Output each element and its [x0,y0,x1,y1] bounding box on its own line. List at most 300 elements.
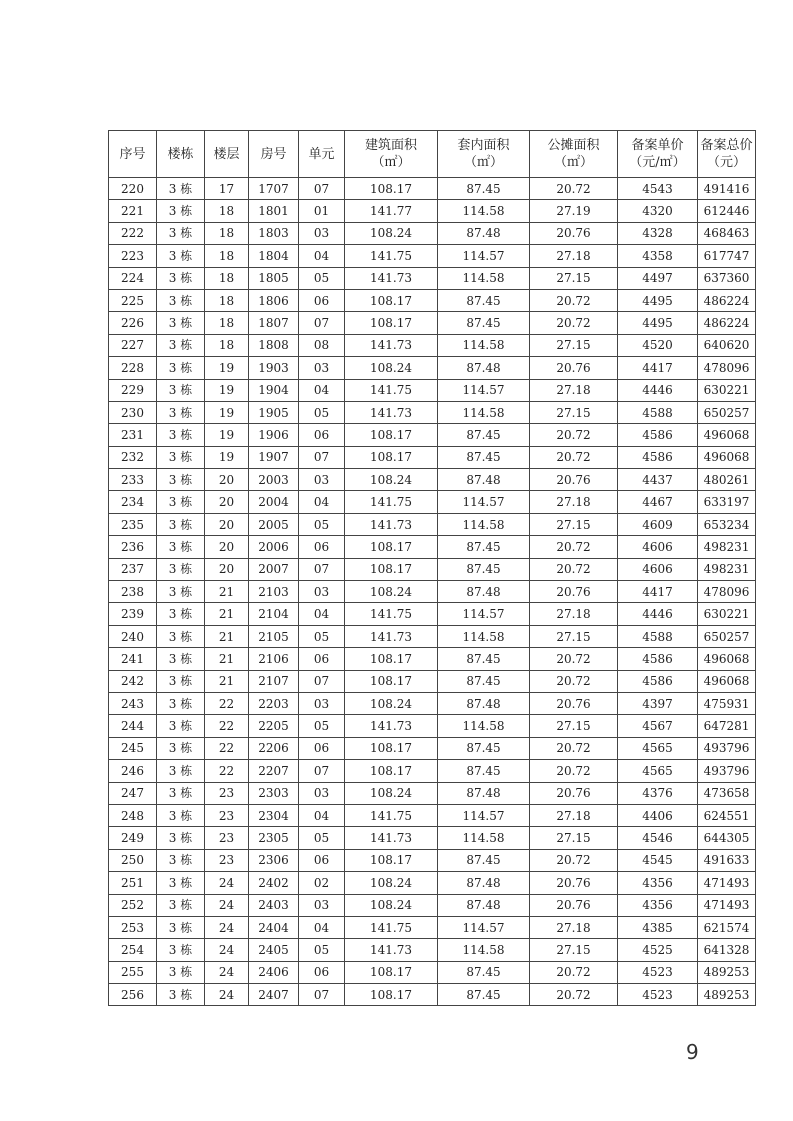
table-cell: 18 [205,334,249,356]
table-row [109,603,756,625]
table-cell: 20.72 [530,178,618,200]
table-row [109,737,756,759]
table-cell: 21 [205,581,249,603]
table-cell: 230 [109,401,157,423]
table-cell: 108.17 [345,446,438,468]
table-cell: 05 [299,513,345,535]
table-cell: 234 [109,491,157,513]
table-cell: 630221 [698,603,756,625]
table-cell: 20.76 [530,894,618,916]
table-cell: 108.24 [345,469,438,491]
table-cell: 19 [205,379,249,401]
table-cell: 253 [109,916,157,938]
table-cell: 04 [299,804,345,826]
table-cell: 2305 [249,827,299,849]
table-cell: 23 [205,827,249,849]
table-cell: 633197 [698,491,756,513]
table-row [109,715,756,737]
table-cell: 108.17 [345,648,438,670]
table-cell: 108.24 [345,782,438,804]
table-cell: 20 [205,536,249,558]
table-cell: 19 [205,424,249,446]
table-cell: 2406 [249,961,299,983]
table-cell: 87.45 [438,984,530,1006]
table-cell: 07 [299,558,345,580]
table-cell: 114.58 [438,200,530,222]
table-cell: 471493 [698,894,756,916]
table-cell: 141.75 [345,804,438,826]
table-cell: 3 栋 [157,178,205,200]
table-cell: 87.48 [438,357,530,379]
table-cell: 3 栋 [157,939,205,961]
table-cell: 87.45 [438,446,530,468]
table-cell: 19 [205,446,249,468]
table-cell: 4417 [618,581,698,603]
table-cell: 630221 [698,379,756,401]
table-cell: 20.72 [530,849,618,871]
table-cell: 496068 [698,670,756,692]
table-cell: 27.15 [530,715,618,737]
column-header: 单元 [299,131,345,178]
table-cell: 20 [205,491,249,513]
table-cell: 07 [299,312,345,334]
table-cell: 471493 [698,872,756,894]
table-cell: 3 栋 [157,692,205,714]
table-cell: 27.18 [530,916,618,938]
table-cell: 03 [299,692,345,714]
table-row [109,379,756,401]
table-cell: 04 [299,603,345,625]
table-cell: 06 [299,648,345,670]
table-cell: 3 栋 [157,424,205,446]
table-cell: 20.76 [530,581,618,603]
table-cell: 617747 [698,245,756,267]
table-cell: 4523 [618,961,698,983]
table-cell: 1906 [249,424,299,446]
table-row [109,222,756,244]
table-cell: 493796 [698,760,756,782]
table-cell: 20.72 [530,289,618,311]
table-cell: 1807 [249,312,299,334]
table-cell: 141.73 [345,513,438,535]
table-cell: 87.45 [438,760,530,782]
table-cell: 3 栋 [157,446,205,468]
table-cell: 2402 [249,872,299,894]
table-cell: 20.76 [530,692,618,714]
table-row [109,200,756,222]
table-cell: 108.17 [345,289,438,311]
table-cell: 220 [109,178,157,200]
table-cell: 3 栋 [157,536,205,558]
table-cell: 650257 [698,625,756,647]
table-cell: 3 栋 [157,245,205,267]
table-cell: 87.48 [438,692,530,714]
table-cell: 3 栋 [157,267,205,289]
table-cell: 108.17 [345,312,438,334]
table-cell: 227 [109,334,157,356]
table-cell: 04 [299,916,345,938]
table-cell: 27.15 [530,939,618,961]
table-cell: 108.17 [345,178,438,200]
table-cell: 20.76 [530,872,618,894]
table-cell: 27.15 [530,267,618,289]
table-cell: 489253 [698,984,756,1006]
table-cell: 1707 [249,178,299,200]
table-cell: 4543 [618,178,698,200]
table-cell: 1804 [249,245,299,267]
table-cell: 621574 [698,916,756,938]
table-cell: 3 栋 [157,625,205,647]
table-row [109,178,756,200]
table-cell: 4376 [618,782,698,804]
table-cell: 87.45 [438,178,530,200]
table-cell: 87.45 [438,849,530,871]
table-cell: 240 [109,625,157,647]
table-cell: 221 [109,200,157,222]
table-cell: 24 [205,939,249,961]
table-cell: 141.75 [345,379,438,401]
table-cell: 03 [299,469,345,491]
table-cell: 2106 [249,648,299,670]
table-cell: 2105 [249,625,299,647]
table-cell: 486224 [698,312,756,334]
table-row [109,782,756,804]
table-cell: 114.57 [438,804,530,826]
table-row [109,491,756,513]
table-cell: 04 [299,491,345,513]
table-cell: 653234 [698,513,756,535]
table-cell: 228 [109,357,157,379]
table-cell: 245 [109,737,157,759]
table-cell: 2405 [249,939,299,961]
table-cell: 108.17 [345,670,438,692]
table-cell: 3 栋 [157,581,205,603]
table-cell: 1801 [249,200,299,222]
table-cell: 3 栋 [157,804,205,826]
table-cell: 87.45 [438,424,530,446]
table-cell: 3 栋 [157,200,205,222]
table-cell: 18 [205,222,249,244]
table-cell: 06 [299,424,345,446]
table-cell: 87.48 [438,222,530,244]
table-cell: 1805 [249,267,299,289]
table-cell: 24 [205,984,249,1006]
table-cell: 3 栋 [157,849,205,871]
table-cell: 251 [109,872,157,894]
table-cell: 19 [205,357,249,379]
table-cell: 87.45 [438,961,530,983]
table-cell: 07 [299,984,345,1006]
table-cell: 07 [299,670,345,692]
table-cell: 27.18 [530,603,618,625]
table-cell: 04 [299,379,345,401]
table-cell: 2304 [249,804,299,826]
table-cell: 07 [299,760,345,782]
table-cell: 114.58 [438,401,530,423]
table-cell: 24 [205,961,249,983]
table-cell: 4525 [618,939,698,961]
table-cell: 3 栋 [157,760,205,782]
table-row [109,558,756,580]
table-row [109,334,756,356]
table-cell: 22 [205,760,249,782]
table-cell: 226 [109,312,157,334]
table-cell: 20.76 [530,357,618,379]
table-cell: 3 栋 [157,916,205,938]
table-cell: 87.48 [438,872,530,894]
table-cell: 20 [205,513,249,535]
table-cell: 489253 [698,961,756,983]
table-cell: 3 栋 [157,894,205,916]
table-cell: 486224 [698,289,756,311]
table-cell: 20.72 [530,737,618,759]
table-cell: 4417 [618,357,698,379]
table-cell: 08 [299,334,345,356]
table-cell: 87.48 [438,782,530,804]
table-cell: 650257 [698,401,756,423]
table-cell: 108.24 [345,894,438,916]
table-cell: 496068 [698,648,756,670]
table-row [109,424,756,446]
table-cell: 4520 [618,334,698,356]
table-cell: 3 栋 [157,312,205,334]
table-row [109,357,756,379]
table-cell: 24 [205,872,249,894]
table-cell: 141.73 [345,939,438,961]
table-cell: 237 [109,558,157,580]
table-row [109,536,756,558]
table-cell: 4565 [618,737,698,759]
table-cell: 231 [109,424,157,446]
table-cell: 1907 [249,446,299,468]
table-row [109,827,756,849]
table-cell: 252 [109,894,157,916]
table-cell: 493796 [698,737,756,759]
table-cell: 241 [109,648,157,670]
table-cell: 141.75 [345,603,438,625]
column-header: 公摊面积 （㎡） [530,131,618,178]
table-cell: 222 [109,222,157,244]
column-header: 楼层 [205,131,249,178]
table-cell: 87.45 [438,670,530,692]
table-cell: 108.24 [345,692,438,714]
table-cell: 141.73 [345,401,438,423]
table-cell: 04 [299,245,345,267]
table-row [109,804,756,826]
table-cell: 114.58 [438,625,530,647]
table-cell: 612446 [698,200,756,222]
table-cell: 4546 [618,827,698,849]
table-cell: 225 [109,289,157,311]
table-cell: 3 栋 [157,648,205,670]
table-cell: 250 [109,849,157,871]
column-header: 备案总价 （元） [698,131,756,178]
column-header: 序号 [109,131,157,178]
table-cell: 108.17 [345,984,438,1006]
table-cell: 2003 [249,469,299,491]
table-cell: 4385 [618,916,698,938]
table-cell: 2205 [249,715,299,737]
table-cell: 22 [205,692,249,714]
table-cell: 27.18 [530,491,618,513]
table-cell: 496068 [698,446,756,468]
table-cell: 2007 [249,558,299,580]
table-cell: 478096 [698,357,756,379]
table-cell: 06 [299,737,345,759]
table-cell: 641328 [698,939,756,961]
table-cell: 4495 [618,289,698,311]
table-cell: 475931 [698,692,756,714]
table-cell: 141.73 [345,827,438,849]
table-row [109,625,756,647]
table-cell: 27.15 [530,334,618,356]
table-cell: 07 [299,446,345,468]
housing-price-table [108,130,756,1006]
table-cell: 4446 [618,379,698,401]
column-header: 楼栋 [157,131,205,178]
table-row [109,760,756,782]
table-cell: 242 [109,670,157,692]
table-cell: 27.18 [530,804,618,826]
table-cell: 141.75 [345,916,438,938]
table-cell: 3 栋 [157,289,205,311]
table-cell: 2303 [249,782,299,804]
table-row [109,872,756,894]
table-cell: 24 [205,894,249,916]
table-cell: 141.77 [345,200,438,222]
table-cell: 4406 [618,804,698,826]
table-cell: 108.17 [345,536,438,558]
table-cell: 233 [109,469,157,491]
table-cell: 21 [205,648,249,670]
table-cell: 4586 [618,648,698,670]
table-cell: 3 栋 [157,737,205,759]
table-cell: 2403 [249,894,299,916]
table-cell: 1905 [249,401,299,423]
table-cell: 27.15 [530,625,618,647]
table-cell: 640620 [698,334,756,356]
table-cell: 20.72 [530,446,618,468]
table-cell: 27.15 [530,827,618,849]
table-cell: 20 [205,469,249,491]
table-cell: 87.45 [438,312,530,334]
table-cell: 4609 [618,513,698,535]
header-row [109,131,756,178]
table-cell: 236 [109,536,157,558]
table-cell: 3 栋 [157,334,205,356]
table-cell: 4358 [618,245,698,267]
table-cell: 1903 [249,357,299,379]
table-cell: 4586 [618,424,698,446]
table-cell: 20.72 [530,648,618,670]
table-cell: 18 [205,200,249,222]
table-cell: 496068 [698,424,756,446]
table-cell: 1904 [249,379,299,401]
table-cell: 637360 [698,267,756,289]
table-cell: 4586 [618,446,698,468]
table-row [109,581,756,603]
table-cell: 87.48 [438,469,530,491]
table-cell: 4356 [618,894,698,916]
table-cell: 4437 [618,469,698,491]
table-cell: 03 [299,222,345,244]
table-cell: 03 [299,782,345,804]
table-cell: 224 [109,267,157,289]
column-header: 建筑面积 （㎡） [345,131,438,178]
table-cell: 20.72 [530,558,618,580]
table-cell: 20.72 [530,424,618,446]
table-cell: 2404 [249,916,299,938]
table-cell: 24 [205,916,249,938]
table-cell: 20.72 [530,670,618,692]
table-cell: 1803 [249,222,299,244]
table-cell: 3 栋 [157,222,205,244]
table-cell: 87.45 [438,289,530,311]
table-cell: 108.17 [345,760,438,782]
table-cell: 2203 [249,692,299,714]
table-cell: 254 [109,939,157,961]
table-cell: 06 [299,289,345,311]
table-cell: 3 栋 [157,984,205,1006]
table-cell: 647281 [698,715,756,737]
table-cell: 232 [109,446,157,468]
table-cell: 4397 [618,692,698,714]
column-header: 备案单价 （元/㎡） [618,131,698,178]
table-cell: 06 [299,849,345,871]
table-cell: 3 栋 [157,491,205,513]
column-header: 房号 [249,131,299,178]
table-row [109,267,756,289]
table-cell: 20.76 [530,469,618,491]
table-row [109,513,756,535]
table-cell: 20 [205,558,249,580]
table-cell: 108.17 [345,849,438,871]
table-cell: 03 [299,357,345,379]
table-cell: 2104 [249,603,299,625]
table-cell: 114.57 [438,916,530,938]
table-cell: 141.75 [345,491,438,513]
table-row [109,245,756,267]
table-cell: 05 [299,939,345,961]
table-cell: 02 [299,872,345,894]
table-row [109,289,756,311]
table-cell: 249 [109,827,157,849]
table-cell: 114.57 [438,603,530,625]
table-row [109,312,756,334]
table-cell: 19 [205,401,249,423]
table-cell: 644305 [698,827,756,849]
table-cell: 108.24 [345,357,438,379]
table-cell: 05 [299,827,345,849]
table-row [109,849,756,871]
table-row [109,648,756,670]
table-cell: 22 [205,715,249,737]
table-cell: 27.18 [530,379,618,401]
table-cell: 141.73 [345,715,438,737]
table-cell: 4497 [618,267,698,289]
table-cell: 141.73 [345,267,438,289]
table-row [109,469,756,491]
table-cell: 27.15 [530,401,618,423]
table-cell: 223 [109,245,157,267]
table-cell: 20.72 [530,312,618,334]
page-number: 9 [686,1040,699,1064]
table-cell: 2005 [249,513,299,535]
table-cell: 491633 [698,849,756,871]
table-cell: 246 [109,760,157,782]
table-cell: 4328 [618,222,698,244]
table-cell: 114.58 [438,267,530,289]
